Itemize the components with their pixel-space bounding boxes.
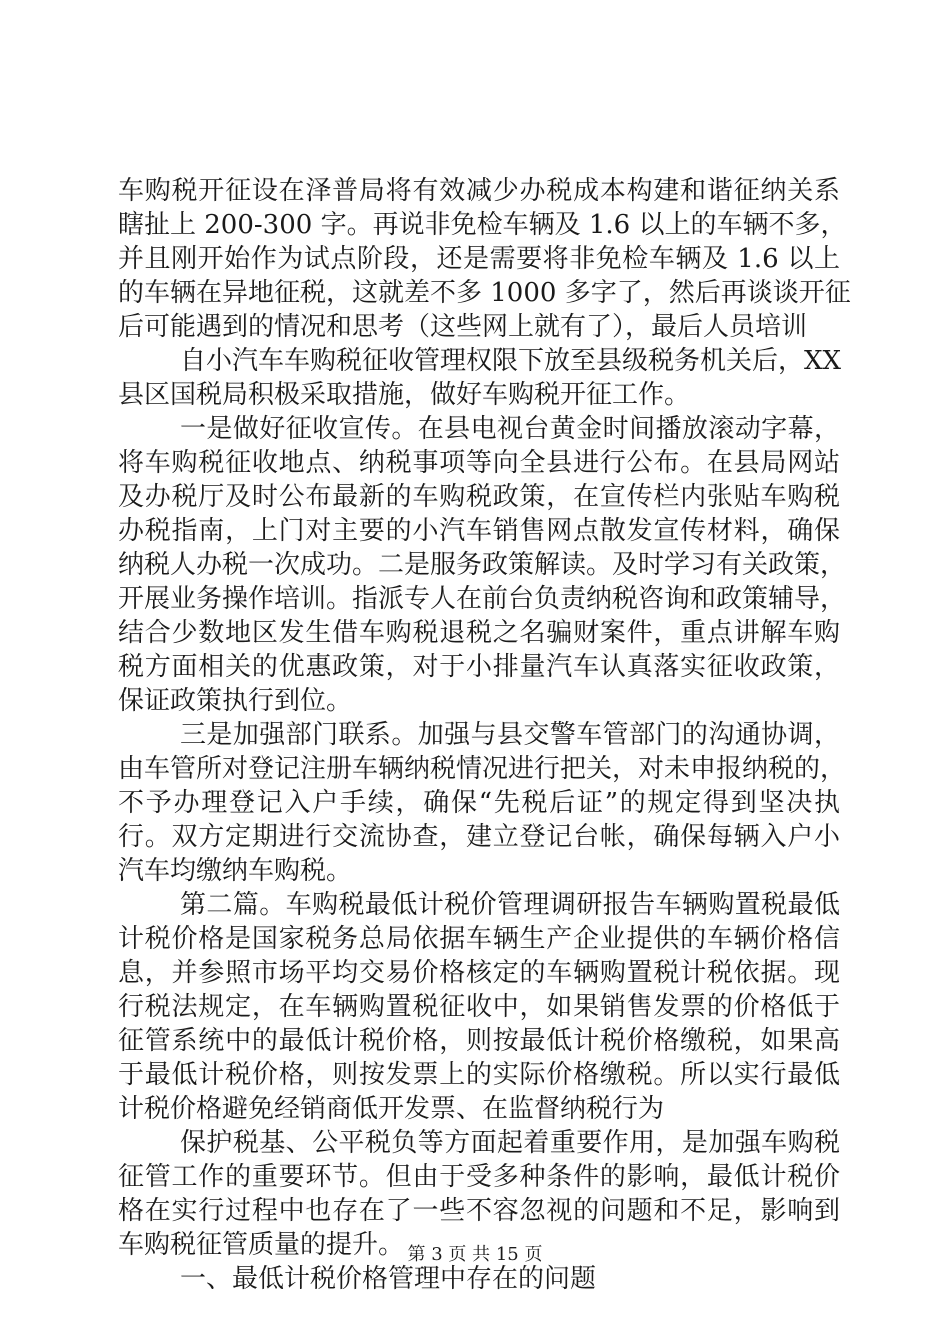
text-line: 后可能遇到的情况和思考（这些网上就有了），最后人员培训 bbox=[118, 312, 808, 342]
text-line: 不予办理登记入户手续，确保“先税后证”的规定得到坚决执 bbox=[118, 788, 840, 818]
text-line: 三是加强部门联系。加强与县交警车管部门的沟通协调， bbox=[180, 720, 840, 750]
text-line: 第二篇。车购税最低计税价管理调研报告车辆购置税最低 bbox=[180, 890, 840, 920]
text-line: 将车购税征收地点、纳税事项等向全县进行公布。在县局网站 bbox=[118, 448, 840, 478]
text-line: 自小汽车车购税征收管理权限下放至县级税务机关后，XX bbox=[180, 346, 842, 376]
text-line: 息，并参照市场平均交易价格核定的车辆购置税计税依据。现 bbox=[118, 958, 840, 988]
text-line: 行税法规定，在车辆购置税征收中，如果销售发票的价格低于 bbox=[118, 992, 840, 1022]
text-line: 车购税开征设在泽普局将有效减少办税成本构建和谐征纳关系 bbox=[118, 176, 840, 206]
text-line: 保证政策执行到位。 bbox=[118, 686, 353, 716]
text-line: 于最低计税价格，则按发票上的实际价格缴税。所以实行最低 bbox=[118, 1060, 840, 1090]
text-line: 征管工作的重要环节。但由于受多种条件的影响，最低计税价 bbox=[118, 1162, 840, 1192]
text-line: 税方面相关的优惠政策，对于小排量汽车认真落实征收政策， bbox=[118, 652, 840, 682]
text-line: 纳税人办税一次成功。二是服务政策解读。及时学习有关政策， bbox=[118, 550, 847, 580]
text-line: 计税价格是国家税务总局依据车辆生产企业提供的车辆价格信 bbox=[118, 924, 840, 954]
text-line: 计税价格避免经销商低开发票、在监督纳税行为 bbox=[118, 1094, 665, 1124]
text-line: 征管系统中的最低计税价格，则按最低计税价格缴税，如果高 bbox=[118, 1026, 840, 1056]
document-body bbox=[118, 174, 851, 1296]
text-line: 并且刚开始作为试点阶段，还是需要将非免检车辆及 1.6 以上 bbox=[118, 244, 840, 274]
page-footer: 第 3 页 共 15 页 bbox=[407, 1244, 543, 1265]
text-line: 及办税厅及时公布最新的车购税政策，在宣传栏内张贴车购税 bbox=[118, 482, 840, 512]
text-line: 一、最低计税价格管理中存在的问题 bbox=[180, 1264, 597, 1294]
text-line: 办税指南，上门对主要的小汽车销售网点散发宣传材料，确保 bbox=[118, 516, 840, 546]
text-line: 的车辆在异地征税，这就差不多 1000 多字了，然后再谈谈开征 bbox=[118, 278, 851, 308]
text-line: 由车管所对登记注册车辆纳税情况进行把关，对未申报纳税的， bbox=[118, 754, 847, 784]
text-line: 开展业务操作培训。指派专人在前台负责纳税咨询和政策辅导， bbox=[118, 584, 847, 614]
text-line: 车购税征管质量的提升。 bbox=[118, 1230, 405, 1260]
text-line: 一是做好征收宣传。在县电视台黄金时间播放滚动字幕， bbox=[180, 414, 840, 444]
text-line: 县区国税局积极采取措施，做好车购税开征工作。 bbox=[118, 380, 691, 410]
text-line: 格在实行过程中也存在了一些不容忽视的问题和不足，影响到 bbox=[118, 1196, 840, 1226]
text-line: 瞎扯上 200-300 字。再说非免检车辆及 1.6 以上的车辆不多， bbox=[118, 210, 847, 240]
text-line: 行。双方定期进行交流协查，建立登记台帐，确保每辆入户小 bbox=[118, 822, 840, 852]
text-line: 汽车均缴纳车购税。 bbox=[118, 856, 353, 886]
text-line: 保护税基、公平税负等方面起着重要作用，是加强车购税 bbox=[180, 1128, 840, 1158]
text-line: 结合少数地区发生借车购税退税之名骗财案件，重点讲解车购 bbox=[118, 618, 840, 648]
